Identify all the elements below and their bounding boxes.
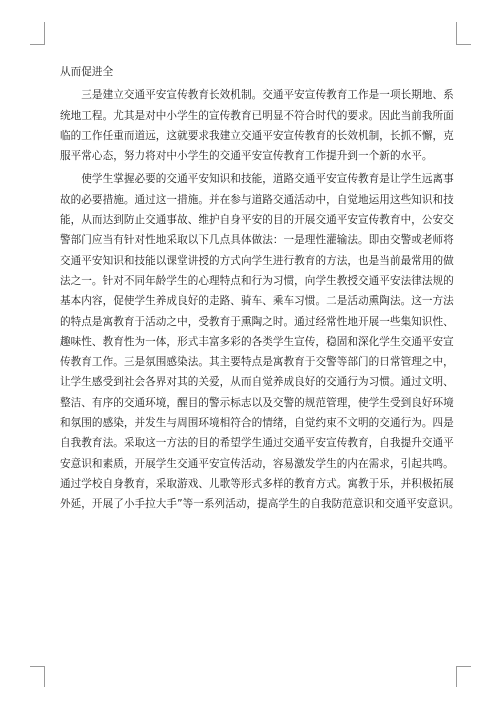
text-line: 和氛围的感染，并发生与周围环境相符合的情绪，自觉约束不文明的交通行为。四是: [60, 417, 454, 430]
document-body: [60, 62, 460, 515]
text-line: 安意识和素质，开展学生交通平安宣传活动，容易激发学生的内在需求，引起共鸣。: [60, 457, 454, 470]
text-line: 基本内容，促使学生养成良好的走路、骑车、乘车习惯。二是活动熏陶法。这一方法: [60, 295, 454, 308]
text-line: 临的工作任重而道远，这就要求我建立交通平安宣传教育的长效机制，长抓不懈，克: [60, 129, 454, 142]
text-line: 故的必要措施。通过这一措施。并在参与道路交通活动中，自觉地运用这些知识和技: [60, 193, 454, 206]
text-line: 使学生掌握必要的交通平安知识和技能，道路交通平安宣传教育是让学生远离事: [60, 173, 454, 186]
text-line: 统地工程。尤其是对中小学生的宣传教育已明显不符合时代的要求。因此当前我所面: [60, 109, 454, 122]
text-line: 警部门应当有针对性地采取以下几点具体做法：一是理性灌输法。即由交警或老师将: [60, 234, 454, 247]
text-line: 外延，开展了小手拉大手”等一系列活动，提高学生的自我防范意识和交通平安意识。: [60, 498, 460, 511]
text-line: 法之一。针对不同年龄学生的心理特点和行为习惯，向学生教授交通平安法律法规的: [60, 274, 454, 287]
text-line: 从而促进全: [60, 66, 114, 78]
text-line: 交通平安知识和技能以课堂讲授的方式向学生进行教育的方法，也是当前最常用的做: [60, 254, 454, 267]
crop-mark-top-right: [456, 22, 471, 45]
text-line: 让学生感受到社会各界对其的关爱，从而自觉养成良好的交通行为习惯。通过文明、: [60, 376, 454, 389]
text-line: 能，从而达到防止交通事故、维护自身平安的目的开展交通平安宣传教育中，公安交: [60, 214, 454, 227]
text-line: 自我教育法。采取这一方法的目的希望学生通过交通平安宣传教育，自我提升交通平: [60, 437, 454, 450]
text-line: 的特点是寓教育于活动之中，受教育于熏陶之时。通过经常性地开展一些集知识性、: [60, 315, 454, 328]
text-line: 服平常心态，努力将对中小学生的交通平安宣传教育工作提升到一个新的水平。: [60, 150, 433, 163]
crop-mark-top-left: [30, 22, 45, 45]
text-line: 传教育工作。三是氛围感染法。其主要特点是寓教育于交警等部门的日常管理之中，: [60, 356, 454, 369]
crop-mark-bottom-right: [456, 666, 471, 687]
crop-mark-bottom-left: [30, 666, 45, 687]
text-line: 通过学校自身教育，采取游戏、儿歌等形式多样的教育方式。寓教于乐，并积极拓展: [60, 477, 454, 490]
text-line: 趣味性、教育性为一体，形式丰富多彩的各类学生宣传，稳固和深化学生交通平安宣: [60, 335, 454, 348]
text-line: 三是建立交通平安宣传教育长效机制。交通平安宣传教育工作是一项长期地、系: [60, 89, 454, 102]
text-line: 整洁、有序的交通环境，醒目的警示标志以及交警的规范管理，使学生受到良好环境: [60, 396, 454, 409]
